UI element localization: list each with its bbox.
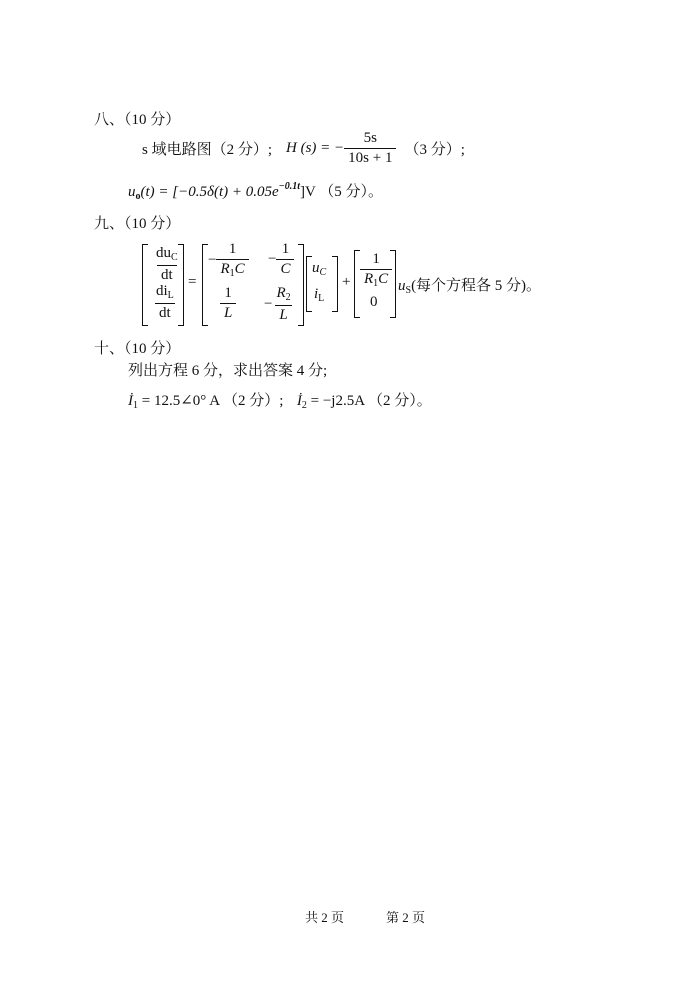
q8-H-score: （3 分）; (404, 141, 465, 158)
q9-x-bracket-right (332, 256, 338, 312)
q8-u-symbol: u (128, 184, 136, 200)
q9-lhs-d2: $\frac{di_L}{dt}$ (156, 283, 174, 321)
footer-total-pages: 共 2 页 (305, 910, 345, 925)
footer-page-number: 第 2 页 (386, 910, 426, 925)
q9-A-bracket-right (298, 244, 304, 326)
q8-line1-prefix: s 域电路图（2 分）; (142, 141, 273, 158)
q9-B-bracket-right (390, 250, 396, 318)
q8-u-sub: o (135, 191, 141, 202)
q9-state-equation (142, 240, 562, 330)
q8-u-exp: −0.1t (278, 181, 300, 192)
q8-u-tail: ]V （5 分）。 (300, 184, 384, 200)
q10-I1-value: = 12.5∠0° A （2 分）; (138, 393, 284, 409)
q9-heading: 九、（10 分） (94, 216, 181, 232)
q10-heading: 十、（10 分） (94, 341, 181, 357)
q8-H-denominator: 10s + 1 (344, 148, 396, 166)
q8-heading: 八、（10 分） (94, 112, 181, 128)
q9-B2: 0 (370, 294, 378, 310)
q8-H-numerator: 5s (363, 129, 377, 146)
q8-H-lhs: H (s) = − (286, 139, 345, 156)
q10-answers: $İ_1$ = 12.5∠0° A （2 分）; $İ_2 = -j2.5A$ （2 分）。 (128, 393, 432, 411)
q9-A12: − $\frac{1}{C}$ (268, 242, 294, 277)
q10-I2: İ (296, 393, 302, 409)
q9-lhs-bracket-right (178, 244, 184, 326)
q9-A21: $\frac{1}{L}$ (220, 286, 236, 321)
q9-lhs-d1: $\frac{du_C}{dt}$ (156, 245, 178, 283)
q8-line1 (142, 128, 465, 168)
q8-u-expression (128, 180, 383, 202)
q9-A11: − $\frac{1}{R_1C}$ (208, 242, 249, 279)
q9-A22: − $\frac{R_2}{L}$ (264, 285, 291, 323)
q9-x2: $i_L$ (314, 286, 325, 304)
q9-equals: = (188, 274, 197, 290)
q9-plus: + (342, 274, 351, 290)
q8-u-mid: (t) = [−0.5δ(t) + 0.05e (140, 184, 279, 200)
q9-x1: $u_C$ (312, 260, 327, 278)
q10-line1: 列出方程 6 分，求出答案 4 分; (128, 363, 328, 379)
q9-us-note: $u_S$(每个方程各 5 分)。 (398, 278, 542, 296)
q8-H-fraction (344, 131, 396, 166)
q10-I2-value: = −j2.5A （2 分）。 (306, 393, 432, 409)
q9-B1: $\frac{1}{R_1C}$ (360, 252, 392, 289)
q10-I1: İ (128, 393, 133, 409)
q9-lhs-bracket-left (142, 244, 148, 326)
